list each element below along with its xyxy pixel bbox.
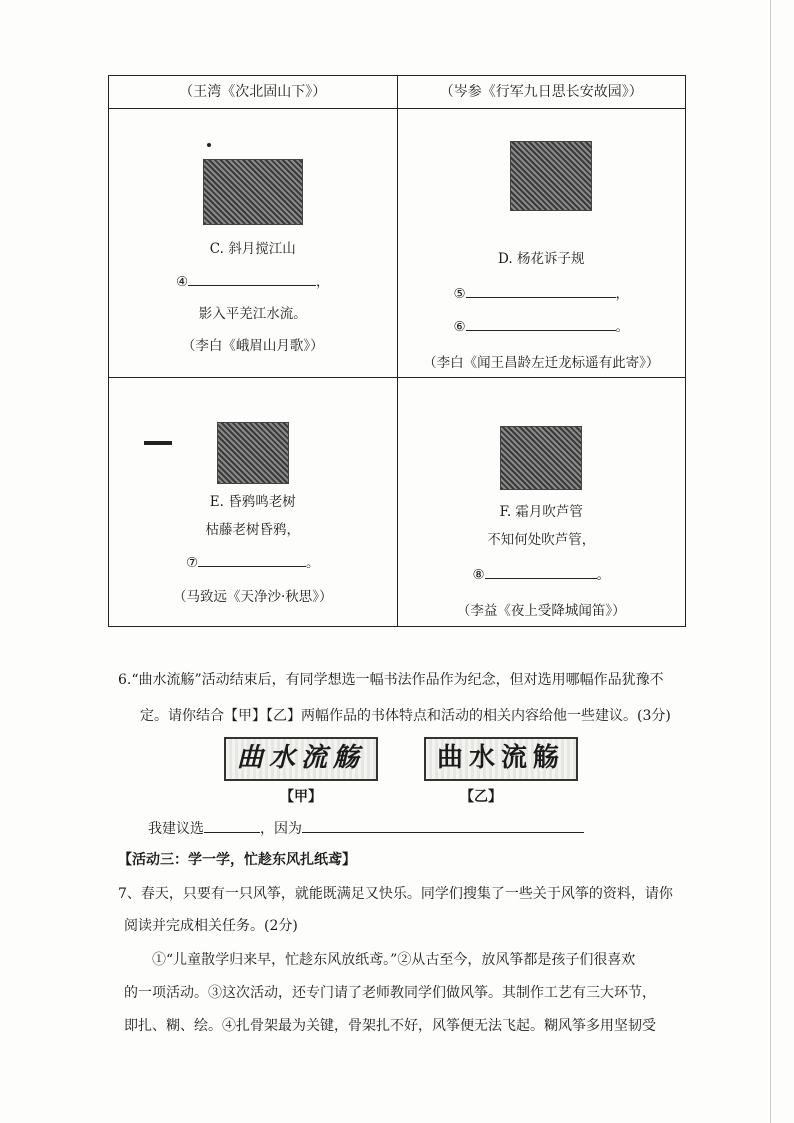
calligraphy-yi: 曲水流觞 xyxy=(424,737,578,781)
frost-moon-illustration xyxy=(500,426,582,490)
cell-e-blank-row xyxy=(109,552,397,573)
cell-e xyxy=(109,378,398,627)
q7-line2: 阅读并完成相关任务。(2分) xyxy=(124,918,298,934)
cell-f-blank-row xyxy=(398,564,686,585)
cell-c-line2: 影入平羌江水流。 xyxy=(198,306,307,322)
q7-para3: 即扎、糊、绘。④扎骨架最为关键，骨架扎不好，风筝便无法飞起。糊风筝多用坚韧受 xyxy=(124,1018,656,1034)
q7-para2: 的一项活动。③这次活动，还专门请了老师教同学们做风筝。其制作工艺有三大环节， xyxy=(124,985,656,1001)
blank-number-5: ⑤ xyxy=(453,286,466,302)
crow-tree-illustration xyxy=(217,422,289,484)
punct: 。 xyxy=(596,567,611,583)
calligraphy-jia: 曲水流觞 xyxy=(224,737,378,781)
q7-line1: 7、春天，只要有一只风筝，就能既满足又快乐。同学们搜集了一些关于风筝的资料，请你 xyxy=(118,886,673,902)
cell-e-citation: （马致远《天净沙·秋思》） xyxy=(172,589,333,605)
blank-number-8: ⑧ xyxy=(472,567,485,583)
cell-e-line1: 枯藤老树昏鸦， xyxy=(205,522,300,538)
cell-d-blank-row-1 xyxy=(398,283,686,304)
choice-blank[interactable] xyxy=(204,818,260,833)
cell-d-title: D. 杨花诉子规 xyxy=(498,251,585,267)
willow-illustration xyxy=(510,141,592,211)
answer-blank-6[interactable] xyxy=(466,316,616,331)
answer-blank-5[interactable] xyxy=(466,283,616,298)
answer-blank-8[interactable] xyxy=(485,564,597,579)
moon-river-illustration xyxy=(203,159,303,225)
blank-number-6: ⑥ xyxy=(453,319,466,335)
label-yi: 【乙】 xyxy=(460,789,502,805)
scan-speck xyxy=(207,143,211,147)
page-edge xyxy=(770,0,771,1123)
punct: 。 xyxy=(306,555,320,571)
cell-f-line1: 不知何处吹芦管， xyxy=(487,532,596,548)
cell-c-title: C. 斜月搅江山 xyxy=(209,241,296,257)
answer-blank-4[interactable] xyxy=(188,271,316,286)
q6-answer-row xyxy=(148,818,584,839)
cell-c xyxy=(109,109,398,378)
scan-smudge xyxy=(144,441,172,445)
blank-number-4: ④ xyxy=(175,274,189,290)
answer-mid: ，因为 xyxy=(260,821,302,837)
header-right: （岑参《行军九日思长安故园》） xyxy=(397,76,686,109)
cell-d-citation: （李白《闻王昌龄左迁龙标遥有此寄》） xyxy=(423,355,660,371)
blank-number-7: ⑦ xyxy=(185,555,199,571)
poem-table xyxy=(108,75,686,627)
cell-f-citation: （李益《夜上受降城闻笛》） xyxy=(456,603,626,619)
punct: ， xyxy=(615,286,630,302)
cell-c-blank-row xyxy=(109,271,397,292)
punct: 。 xyxy=(615,319,630,335)
answer-blank-7[interactable] xyxy=(198,552,306,567)
label-jia: 【甲】 xyxy=(280,789,322,805)
cell-f-title: F. 霜月吹芦管 xyxy=(499,504,583,520)
cell-c-citation: （李白《峨眉山月歌》） xyxy=(181,338,324,354)
q6-line2: 定。请你结合【甲】【乙】两幅作品的书体特点和活动的相关内容给他一些建议。(3分) xyxy=(140,708,671,724)
punct: ， xyxy=(316,274,330,290)
cell-d-blank-row-2 xyxy=(398,316,686,337)
answer-prefix: 我建议选 xyxy=(148,821,204,837)
activity3-heading: 【活动三：学一学，忙趁东风扎纸鸢】 xyxy=(118,852,356,868)
q6-line1: 6.“曲水流觞”活动结束后，有同学想选一幅书法作品作为纪念，但对选用哪幅作品犹豫不 xyxy=(118,672,664,688)
cell-d xyxy=(397,109,686,378)
header-left: （王湾《次北固山下》） xyxy=(109,76,398,109)
cell-e-title: E. 昏鸦鸣老树 xyxy=(209,494,296,510)
q7-para1: ①“儿童散学归来早，忙趁东风放纸鸢。”②从古至今，放风筝都是孩子们很喜欢 xyxy=(152,952,636,968)
cell-f xyxy=(397,378,686,627)
reason-blank[interactable] xyxy=(302,818,584,833)
